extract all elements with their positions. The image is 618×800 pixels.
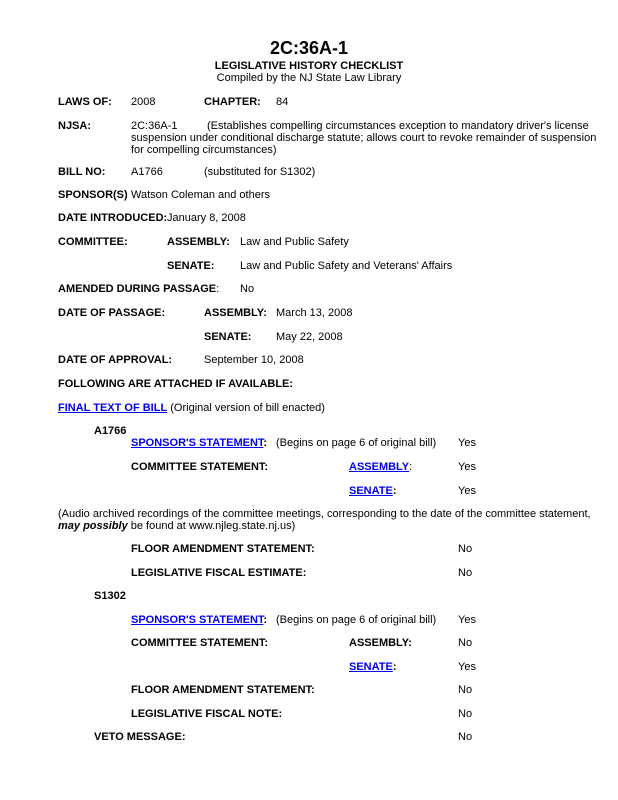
s1302-assembly-value: No (458, 637, 473, 649)
a1766-assembly-link[interactable]: ASSEMBLY (349, 461, 410, 473)
a1766-sponsor-colon: : (263, 437, 268, 449)
veto-value: No (458, 731, 473, 743)
chapter-value: 84 (276, 96, 289, 108)
a1766-floor-label: FLOOR AMENDMENT STATEMENT: (131, 543, 315, 555)
checklist-subtitle: LEGISLATIVE HISTORY CHECKLIST (214, 60, 404, 72)
s1302-senate-colon: : (392, 661, 397, 673)
s1302-sponsor-statement-link[interactable]: SPONSOR'S STATEMENT (131, 614, 264, 626)
audio-note-part2: be found at www.njleg.state.nj.us) (127, 520, 296, 532)
laws-of-label: LAWS OF: (58, 96, 112, 108)
s1302-fiscal-label: LEGISLATIVE FISCAL NOTE: (131, 708, 283, 720)
amended-colon: : (216, 283, 220, 295)
committee-assembly-value: Law and Public Safety (240, 236, 349, 248)
audio-note-part1: (Audio archived recordings of the committee meetings, corresponding to the date of the committee statement, (58, 508, 591, 520)
compiled-by: Compiled by the NJ State Law Library (216, 72, 402, 84)
audio-note (58, 508, 608, 532)
chapter-label: CHAPTER: (204, 96, 261, 108)
date-of-approval-value: September 10, 2008 (204, 354, 304, 366)
a1766-committee-label: COMMITTEE STATEMENT: (131, 461, 269, 473)
s1302-sponsor-value: Yes (458, 614, 476, 626)
s1302-floor-value: No (458, 684, 473, 696)
njsa-description: (Establishes compelling circumstances exception to mandatory driver's license suspension under conditional discharge statute; allows court to revoke remainder of suspension for compelling circumstances) (131, 120, 597, 156)
bill-no-label (58, 166, 105, 178)
date-of-approval-label: DATE OF APPROVAL: (58, 354, 173, 366)
s1302-sponsor-note: (Begins on page 6 of original bill) (276, 614, 437, 626)
sponsors-label: SPONSOR(S) (58, 189, 128, 201)
a1766-senate-value: Yes (458, 485, 476, 497)
bill-no-label-text: BILL NO: (58, 166, 106, 178)
attached-heading: FOLLOWING ARE ATTACHED IF AVAILABLE: (58, 378, 294, 390)
passage-senate-label: SENATE: (204, 331, 252, 343)
a1766-fiscal-label: LEGISLATIVE FISCAL ESTIMATE: (131, 567, 307, 579)
a1766-label: A1766 (94, 425, 127, 437)
a1766-assembly-colon: : (409, 461, 413, 473)
page-title: 2C:36A-1 (269, 38, 349, 58)
a1766-senate-colon: : (392, 485, 397, 497)
s1302-senate-value: Yes (458, 661, 476, 673)
amended-label-text: AMENDED DURING PASSAGE (58, 283, 217, 295)
s1302-sponsor-statement (131, 614, 267, 626)
a1766-floor-value: No (458, 543, 473, 555)
final-text-note: (Original version of bill enacted) (170, 402, 325, 414)
a1766-senate (349, 485, 396, 497)
s1302-sponsor-colon: : (263, 614, 268, 626)
date-of-passage-label: DATE OF PASSAGE: (58, 307, 166, 319)
a1766-sponsor-value: Yes (458, 437, 476, 449)
date-introduced-value: January 8, 2008 (167, 212, 246, 224)
committee-assembly-label: ASSEMBLY: (167, 236, 230, 248)
s1302-senate-link[interactable]: SENATE (349, 661, 393, 673)
date-introduced-label: DATE INTRODUCED: (58, 212, 168, 224)
s1302-senate (349, 661, 396, 673)
a1766-sponsor-statement-link[interactable]: SPONSOR'S STATEMENT (131, 437, 264, 449)
a1766-assembly-value: Yes (458, 461, 476, 473)
audio-note-emphasis: may possibly (58, 520, 128, 532)
njsa-code: 2C:36A-1 (131, 120, 178, 132)
bill-no-value: A1766 (131, 166, 163, 178)
final-text-row (58, 402, 325, 414)
s1302-fiscal-value: No (458, 708, 473, 720)
bill-no-note: (substituted for S1302) (204, 166, 316, 178)
committee-label: COMMITTEE: (58, 236, 128, 248)
passage-assembly-label: ASSEMBLY: (204, 307, 267, 319)
committee-senate-label: SENATE: (167, 260, 215, 272)
s1302-assembly-label: ASSEMBLY: (349, 637, 412, 649)
sponsors-value: Watson Coleman and others (131, 189, 270, 201)
a1766-sponsor-statement (131, 437, 267, 449)
passage-assembly-value: March 13, 2008 (276, 307, 353, 319)
committee-senate-value: Law and Public Safety and Veterans' Affairs (240, 260, 453, 272)
a1766-fiscal-value: No (458, 567, 473, 579)
a1766-sponsor-note: (Begins on page 6 of original bill) (276, 437, 437, 449)
final-text-link[interactable]: FINAL TEXT OF BILL (58, 402, 168, 414)
veto-label: VETO MESSAGE: (94, 731, 186, 743)
a1766-assembly (349, 461, 412, 473)
laws-of-value: 2008 (131, 96, 156, 108)
amended-value: No (240, 283, 255, 295)
amended-label (58, 283, 219, 295)
s1302-committee-label: COMMITTEE STATEMENT: (131, 637, 269, 649)
njsa-label: NJSA: (58, 120, 92, 132)
s1302-label: S1302 (94, 590, 126, 602)
a1766-senate-link[interactable]: SENATE (349, 485, 393, 497)
passage-senate-value: May 22, 2008 (276, 331, 343, 343)
s1302-floor-label: FLOOR AMENDMENT STATEMENT: (131, 684, 315, 696)
